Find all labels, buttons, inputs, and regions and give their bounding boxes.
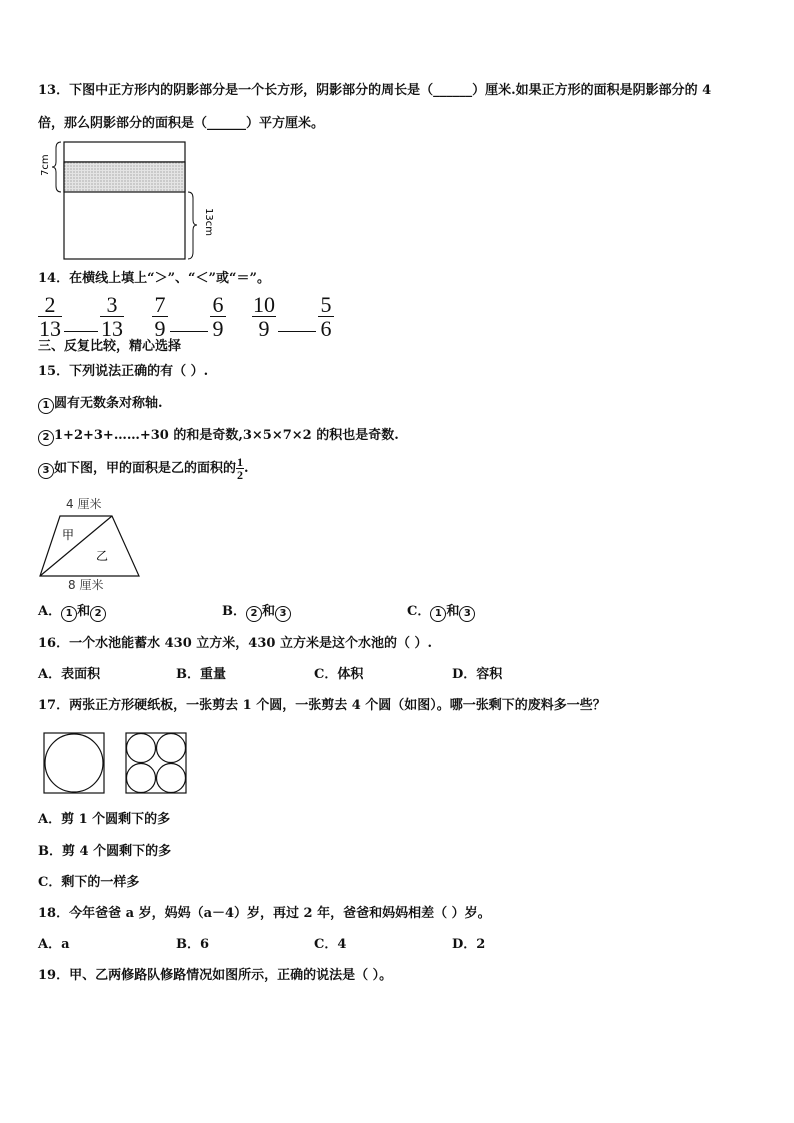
q17-text: 17．两张正方形硬纸板，一张剪去 1 个圆，一张剪去 4 个圆（如图）。哪一张剩下的废料多一些？ (38, 698, 606, 713)
label-bottom-8cm: 8 厘米 (68, 578, 104, 592)
q18-option-d[interactable]: D．2 (452, 937, 486, 952)
circled-number-1: 1 (38, 398, 54, 414)
label-jia: 甲 (62, 528, 75, 542)
small-circle (157, 764, 186, 793)
q16-option-b[interactable]: B．重量 (176, 667, 226, 682)
q18-option-b[interactable]: B．6 (176, 937, 210, 952)
q14-text: 14．在横线上填上“＞”、“＜”或“＝”。 (38, 271, 270, 286)
q15-statement-3: 3 如下图，甲的面积是乙的面积的 $\frac{1}{2}$ . (38, 456, 249, 481)
q15-text: 15．下列说法正确的有（ ）. (38, 364, 209, 379)
q18-option-c[interactable]: C．4 (314, 937, 347, 952)
q13-line2: 倍，那么阴影部分的面积是（______）平方厘米。 (38, 116, 325, 131)
q16-option-a[interactable]: A．表面积 (38, 667, 101, 682)
large-circle (45, 734, 103, 792)
trapezoid (40, 516, 139, 576)
label-13cm: 13cm (203, 208, 214, 236)
q18-text: 18．今年爸爸 a 岁，妈妈（a－4）岁，再过 2 年，爸爸和妈妈相差（ ）岁。 (38, 906, 491, 921)
q15-statement-2: 2 1+2+3+……+30 的和是奇数,3×5×7×2 的积也是奇数. (38, 427, 399, 446)
fraction-7-9: 7 9 (152, 294, 168, 341)
q17-figure (42, 731, 190, 795)
fraction-2-13: 2 13 (39, 292, 61, 341)
blank-line-2[interactable] (170, 331, 208, 332)
q15-option-a[interactable]: A． 1 和 2 (38, 603, 106, 622)
small-circle (127, 734, 156, 763)
q13-line1: 13．下图中正方形内的阴影部分是一个长方形，阴影部分的周长是（______）厘米.如果正方形的面积是阴影部分的 4 (38, 83, 712, 98)
q19-text: 19．甲、乙两修路队修路情况如图所示，正确的说法是（ ）。 (38, 968, 393, 983)
label-7cm: 7cm (40, 154, 51, 176)
q16-option-d[interactable]: D．容积 (452, 667, 503, 682)
circled-number-2: 2 (38, 430, 54, 446)
fraction-10-9: 10 9 (253, 292, 275, 341)
blank-line-3[interactable] (278, 331, 316, 332)
q15-statement-1: 1 圆有无数条对称轴. (38, 395, 163, 414)
small-circle (127, 764, 156, 793)
shaded-rectangle (64, 162, 185, 192)
left-brace (52, 142, 61, 192)
fraction-5-6: 5 6 (318, 294, 334, 341)
q17-option-b[interactable]: B．剪 4 个圆剩下的多 (38, 844, 172, 859)
q16-text: 16．一个水池能蓄水 430 立方米，430 立方米是这个水池的（ ）. (38, 636, 432, 651)
q18-option-a[interactable]: A．a (38, 937, 70, 952)
q16-option-c[interactable]: C．体积 (314, 667, 364, 682)
label-top-4cm: 4 厘米 (66, 497, 102, 511)
right-brace (188, 192, 197, 259)
square-outline (64, 142, 185, 259)
diagonal (40, 516, 112, 576)
small-circle (157, 734, 186, 763)
circled-number-3: 3 (38, 463, 54, 479)
q17-option-c[interactable]: C．剩下的一样多 (38, 875, 140, 890)
fraction-3-13: 3 13 (101, 292, 123, 341)
fraction-1-2: $\frac{1}{2}$ (237, 455, 244, 482)
blank-line-1[interactable] (64, 331, 98, 332)
label-yi: 乙 (96, 549, 109, 563)
q15-option-b[interactable]: B． 2 和 3 (222, 603, 291, 622)
q15-option-c[interactable]: C． 1 和 3 (407, 603, 475, 622)
q17-option-a[interactable]: A．剪 1 个圆剩下的多 (38, 812, 171, 827)
fraction-6-9: 6 9 (210, 294, 226, 341)
square-four-circles (126, 733, 186, 793)
q13-figure (34, 138, 224, 264)
q15-trapezoid-figure (34, 494, 146, 594)
section-3-heading: 三、反复比较，精心选择 (38, 339, 182, 354)
square-one-circle (44, 733, 104, 793)
